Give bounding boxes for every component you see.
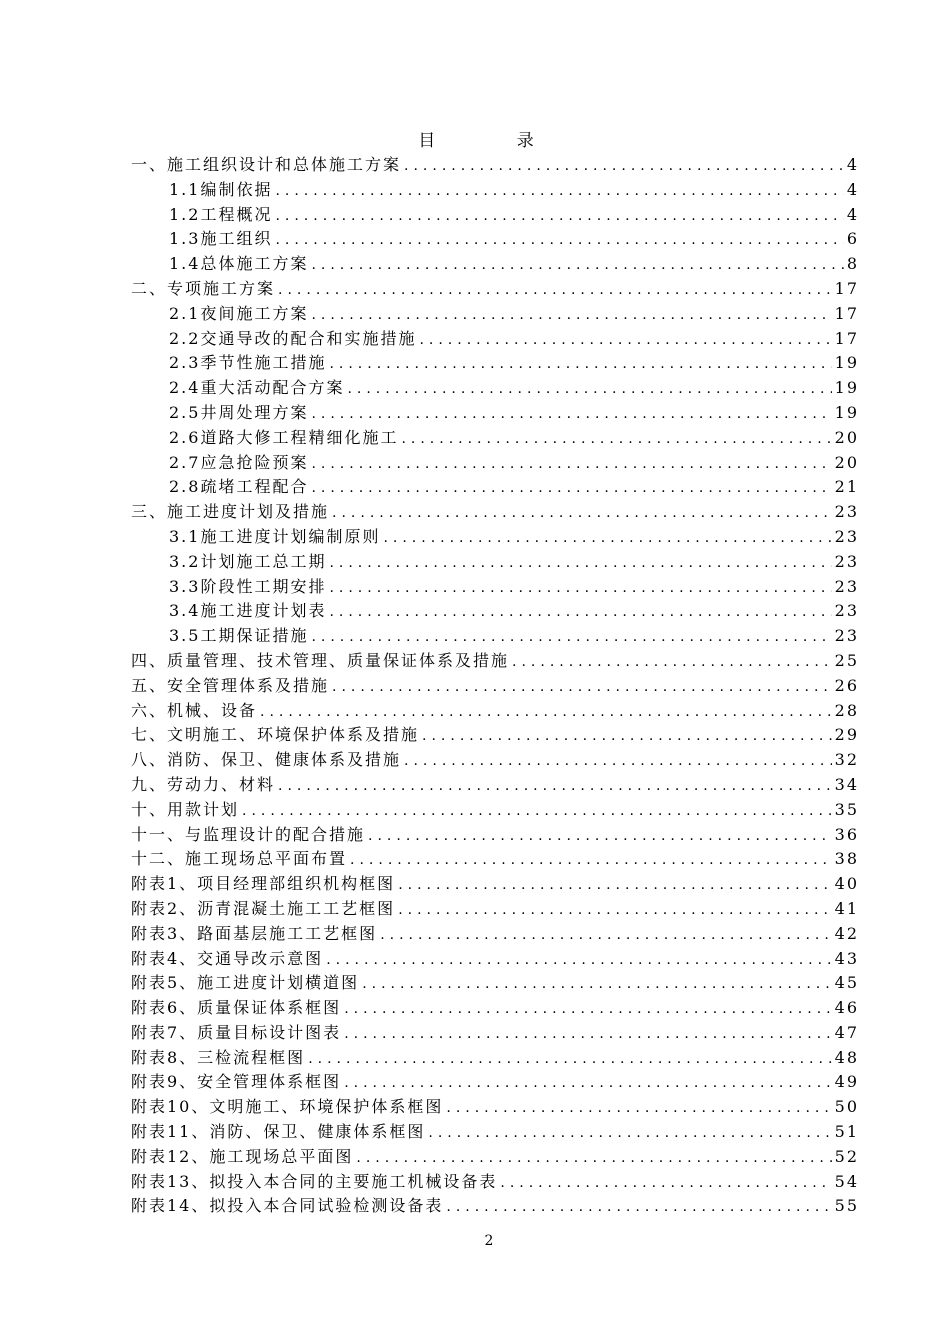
toc-dot-leader: [446, 1195, 831, 1219]
toc-entry-page: 41: [834, 898, 859, 918]
toc-entry-label: 2.2交通导改的配合和实施措施: [169, 328, 417, 348]
toc-entry-label: 十二、施工现场总平面布置: [131, 849, 348, 869]
toc-entry-label: 附表10、文明施工、环境保护体系框图: [131, 1097, 444, 1117]
toc-entry[interactable]: [131, 1145, 859, 1170]
toc-entry-label: 附表4、交通导改示意图: [131, 948, 324, 968]
toc-entry-label: 3.3阶段性工期安排: [169, 576, 327, 596]
toc-entry[interactable]: [131, 1194, 859, 1219]
toc-dot-leader: [278, 278, 832, 302]
toc-entry[interactable]: [131, 475, 859, 500]
toc-entry-label: 六、机械、设备: [131, 700, 258, 720]
toc-entry-label: 1.1编制依据: [169, 179, 273, 199]
toc-entry-label: 2.8疏堵工程配合: [169, 477, 309, 497]
toc-entry[interactable]: [131, 1070, 859, 1095]
toc-dot-leader: [332, 501, 832, 525]
toc-entry[interactable]: [131, 897, 859, 922]
toc-entry-label: 3.4施工进度计划表: [169, 601, 327, 621]
toc-entry-label: 附表11、消防、保卫、健康体系框图: [131, 1122, 426, 1142]
toc-dot-leader: [401, 427, 831, 451]
toc-dot-leader: [350, 848, 832, 872]
toc-dot-leader: [326, 948, 831, 972]
toc-entry[interactable]: [131, 773, 859, 798]
toc-entry[interactable]: [131, 302, 859, 327]
toc-dot-leader: [404, 749, 832, 773]
toc-entry-label: 十一、与监理设计的配合措施: [131, 824, 366, 844]
toc-entry-page: 25: [834, 650, 859, 670]
toc-entry-page: 23: [834, 626, 859, 646]
toc-entry-page: 49: [834, 1072, 859, 1092]
toc-entry-page: 43: [834, 948, 859, 968]
toc-dot-leader: [311, 303, 831, 327]
toc-entry[interactable]: [131, 699, 859, 724]
toc-entry-page: 23: [834, 551, 859, 571]
toc-dot-leader: [383, 526, 831, 550]
toc-entry-page: 32: [834, 750, 859, 770]
toc-dot-leader: [362, 972, 831, 996]
toc-entry-page: 55: [834, 1196, 859, 1216]
toc-entry-label: 附表14、拟投入本合同试验检测设备表: [131, 1196, 444, 1216]
toc-entry-page: 29: [834, 725, 859, 745]
toc-entry[interactable]: [131, 1021, 859, 1046]
toc-entry[interactable]: [131, 203, 859, 228]
toc-entry[interactable]: [131, 1170, 859, 1195]
toc-entry-page: 28: [834, 700, 859, 720]
toc-entry[interactable]: [131, 1095, 859, 1120]
toc-entry-page: 23: [834, 576, 859, 596]
toc-entry[interactable]: [131, 649, 859, 674]
toc-entry[interactable]: [131, 823, 859, 848]
toc-entry[interactable]: [131, 500, 859, 525]
toc-entry[interactable]: [131, 525, 859, 550]
toc-entry[interactable]: [131, 996, 859, 1021]
toc-entry-label: 2.7应急抢险预案: [169, 452, 309, 472]
toc-entry[interactable]: [131, 451, 859, 476]
toc-dot-leader: [311, 402, 831, 426]
toc-entry-label: 四、质量管理、技术管理、质量保证体系及措施: [131, 650, 510, 670]
toc-entry-label: 2.3季节性施工措施: [169, 353, 327, 373]
toc-entry-label: 2.4重大活动配合方案: [169, 378, 345, 398]
toc-entry[interactable]: [131, 1046, 859, 1071]
toc-entry[interactable]: [131, 947, 859, 972]
toc-entry-page: 20: [834, 452, 859, 472]
toc-dot-leader: [329, 600, 831, 624]
toc-dot-leader: [329, 576, 831, 600]
toc-entry-page: 19: [834, 402, 859, 422]
toc-entry[interactable]: [131, 277, 859, 302]
toc-entry-label: 附表13、拟投入本合同的主要施工机械设备表: [131, 1171, 498, 1191]
toc-entry-label: 3.5工期保证措施: [169, 626, 309, 646]
toc-entry-page: 36: [834, 824, 859, 844]
toc-entry-label: 附表1、项目经理部组织机构框图: [131, 874, 396, 894]
toc-dot-leader: [311, 476, 831, 500]
toc-dot-leader: [347, 377, 831, 401]
toc-dot-leader: [311, 253, 843, 277]
toc-dot-leader: [329, 551, 831, 575]
toc-entry-page: 48: [834, 1047, 859, 1067]
toc-dot-leader: [275, 179, 843, 203]
toc-entry-page: 4: [846, 155, 859, 174]
toc-entry[interactable]: [131, 153, 859, 178]
toc-entry[interactable]: [131, 971, 859, 996]
toc-entry-page: 19: [834, 353, 859, 373]
toc-entry-label: 1.4总体施工方案: [169, 254, 309, 274]
toc-dot-leader: [500, 1171, 831, 1195]
toc-entry-page: 4: [846, 204, 859, 224]
toc-entry-page: 45: [834, 973, 859, 993]
toc-entry-label: 五、安全管理体系及措施: [131, 675, 330, 695]
toc-entry[interactable]: [131, 922, 859, 947]
toc-entry-label: 3.2计划施工总工期: [169, 551, 327, 571]
toc-dot-leader: [311, 625, 831, 649]
toc-dot-leader: [329, 352, 831, 376]
toc-dot-leader: [398, 898, 831, 922]
toc-entry-label: 2.6道路大修工程精细化施工: [169, 427, 399, 447]
toc-entry-label: 二、专项施工方案: [131, 278, 276, 298]
toc-entry-page: 34: [834, 774, 859, 794]
toc-entry-page: 46: [834, 998, 859, 1018]
toc-entry-label: 附表2、沥青混凝土施工工艺框图: [131, 898, 396, 918]
toc-entry-label: 一、施工组织设计和总体施工方案: [131, 155, 402, 174]
toc-dot-leader: [398, 873, 831, 897]
toc-entry-label: 附表3、路面基层施工工艺框图: [131, 923, 378, 943]
toc-entry-page: 17: [834, 303, 859, 323]
toc-entry-label: 十、用款计划: [131, 799, 240, 819]
toc-entry-label: 三、施工进度计划及措施: [131, 502, 330, 522]
toc-entry-label: 2.5井周处理方案: [169, 402, 309, 422]
toc-entry-page: 42: [834, 923, 859, 943]
toc-dot-leader: [344, 1071, 831, 1095]
toc-entry[interactable]: [131, 674, 859, 699]
toc-dot-leader: [308, 1047, 831, 1071]
toc-dot-leader: [311, 452, 831, 476]
toc-dot-leader: [404, 154, 844, 178]
toc-entry[interactable]: [131, 401, 859, 426]
toc-entry[interactable]: [131, 723, 859, 748]
toc-dot-leader: [356, 1146, 831, 1170]
toc-entry-page: 50: [834, 1097, 859, 1117]
toc-entry[interactable]: [131, 327, 859, 352]
toc-entry-label: 九、劳动力、材料: [131, 774, 276, 794]
toc-entry[interactable]: [131, 575, 859, 600]
toc-entry-label: 1.3施工组织: [169, 229, 273, 249]
toc-dot-leader: [242, 799, 832, 823]
toc-dot-leader: [422, 724, 832, 748]
toc-entry-label: 1.2工程概况: [169, 204, 273, 224]
toc-entry[interactable]: [131, 376, 859, 401]
toc-dot-leader: [344, 997, 831, 1021]
toc-entry-page: 40: [834, 874, 859, 894]
toc-entry-label: 3.1施工进度计划编制原则: [169, 526, 381, 546]
toc-entry[interactable]: [131, 178, 859, 203]
toc-entry-label: 附表5、施工进度计划横道图: [131, 973, 360, 993]
page-number: 2: [484, 1233, 494, 1249]
toc-dot-leader: [332, 675, 832, 699]
toc-entry-page: 8: [846, 254, 859, 274]
document-title: 目 录: [418, 131, 572, 151]
toc-dot-leader: [446, 1096, 831, 1120]
toc-entry-page: 19: [834, 378, 859, 398]
toc-dot-leader: [260, 700, 832, 724]
toc-dot-leader: [344, 1022, 831, 1046]
toc-entry-page: 23: [834, 526, 859, 546]
toc-entry-page: 23: [834, 502, 859, 522]
toc-dot-leader: [275, 204, 843, 228]
toc-entry-page: 47: [834, 1022, 859, 1042]
toc-entry-page: 21: [834, 477, 859, 497]
toc-entry-label: 附表7、质量目标设计图表: [131, 1022, 342, 1042]
toc-entry[interactable]: [131, 550, 859, 575]
toc-dot-leader: [419, 328, 831, 352]
toc-entry[interactable]: [131, 624, 859, 649]
toc-entry-page: 38: [834, 849, 859, 869]
toc-dot-leader: [278, 774, 832, 798]
toc-dot-leader: [428, 1121, 831, 1145]
toc-entry-page: 4: [846, 179, 859, 199]
toc-dot-leader: [512, 650, 832, 674]
toc-entry[interactable]: [131, 426, 859, 451]
table-of-contents: [131, 153, 859, 1219]
toc-dot-leader: [275, 228, 843, 252]
toc-entry-label: 附表9、安全管理体系框图: [131, 1072, 342, 1092]
toc-entry-page: 54: [834, 1171, 859, 1191]
toc-entry-label: 2.1夜间施工方案: [169, 303, 309, 323]
toc-dot-leader: [368, 824, 832, 848]
toc-entry-page: 17: [834, 278, 859, 298]
toc-entry-page: 17: [834, 328, 859, 348]
toc-entry[interactable]: [131, 227, 859, 252]
toc-dot-leader: [380, 923, 831, 947]
toc-entry-page: 20: [834, 427, 859, 447]
toc-entry[interactable]: [131, 872, 859, 897]
toc-entry-label: 七、文明施工、环境保护体系及措施: [131, 725, 420, 745]
toc-entry-page: 23: [834, 601, 859, 621]
toc-entry-label: 八、消防、保卫、健康体系及措施: [131, 750, 402, 770]
toc-entry-page: 6: [846, 229, 859, 249]
toc-entry-label: 附表6、质量保证体系框图: [131, 998, 342, 1018]
toc-entry-label: 附表12、施工现场总平面图: [131, 1146, 354, 1166]
toc-entry-page: 35: [834, 799, 859, 819]
toc-entry[interactable]: [131, 798, 859, 823]
toc-entry-page: 52: [834, 1146, 859, 1166]
toc-entry-page: 26: [834, 675, 859, 695]
toc-entry[interactable]: [131, 252, 859, 277]
toc-entry[interactable]: [131, 351, 859, 376]
toc-entry[interactable]: [131, 1120, 859, 1145]
toc-entry-page: 51: [834, 1122, 859, 1142]
toc-entry[interactable]: [131, 847, 859, 872]
toc-entry-label: 附表8、三检流程框图: [131, 1047, 306, 1067]
toc-entry[interactable]: [131, 748, 859, 773]
toc-entry[interactable]: [131, 599, 859, 624]
